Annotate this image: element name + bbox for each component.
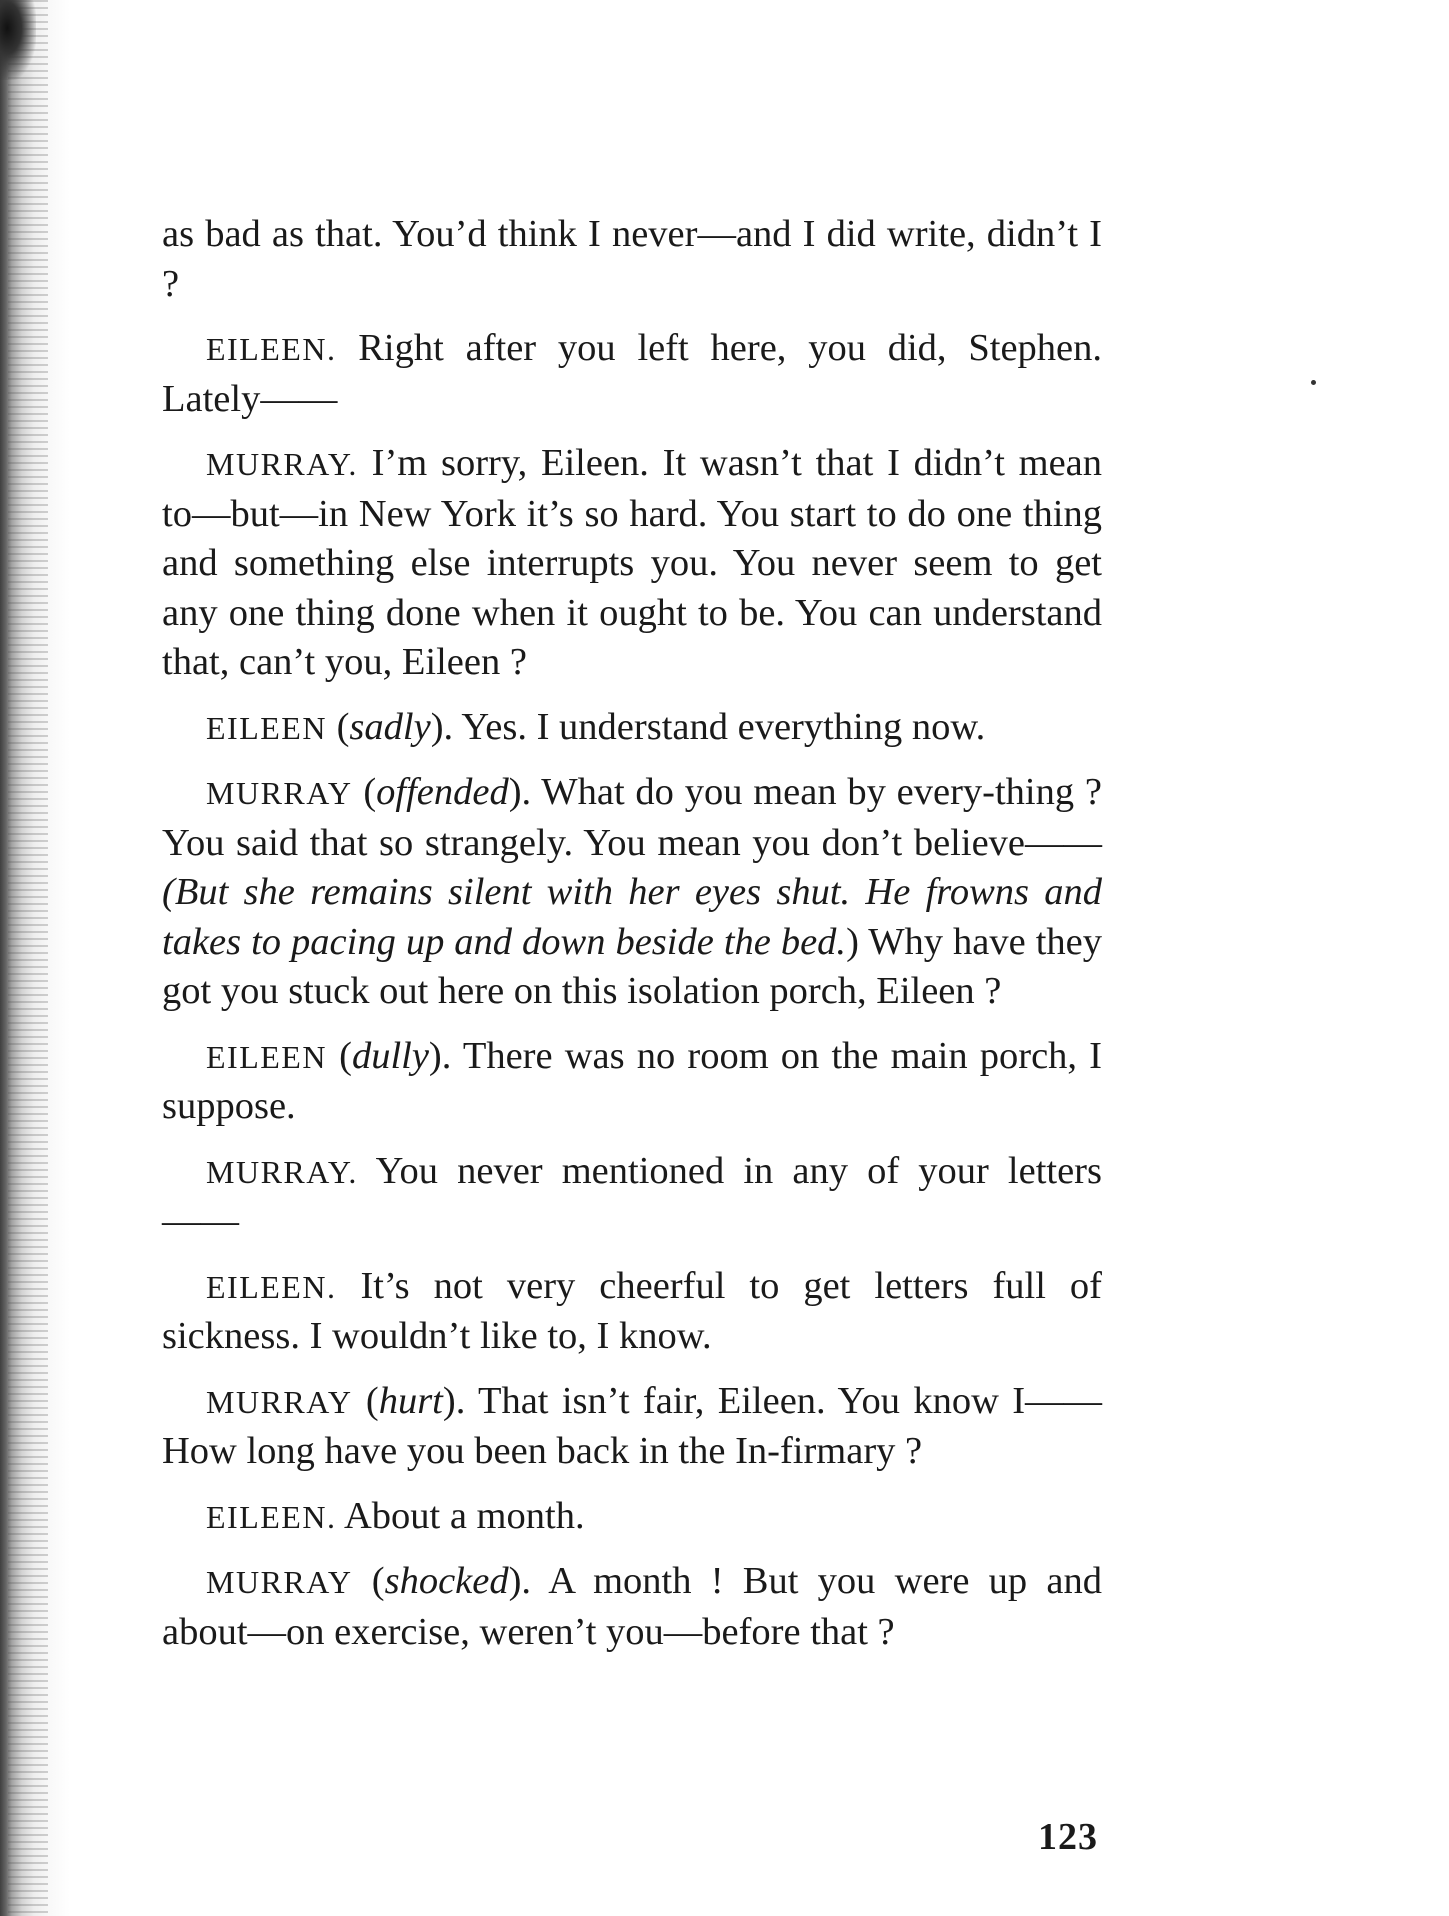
speaker-name: MURRAY xyxy=(206,775,353,811)
speaker-name: EILEEN xyxy=(206,709,327,746)
paragraph-text: Right after you left here, you did, Stephen. Lately—— xyxy=(162,327,1103,420)
close-paren: ) xyxy=(846,920,859,963)
speaker-name: EILEEN. xyxy=(206,331,337,367)
paragraph-text: I’m sorry, Eileen. It wasn’t that I didn’t mean to—but—in New York it’s so hard. You start to do one thing and something else interrupts you. You never seem to get any one thing done when it ought to be. You can understand that, can’t you, Eileen ? xyxy=(162,442,1103,683)
close-paren: ). xyxy=(508,1560,532,1602)
paragraph-speech xyxy=(162,439,1102,688)
paragraph-speech xyxy=(162,1032,1102,1132)
page-text xyxy=(162,210,1102,1672)
stage-direction: sadly xyxy=(349,705,431,748)
close-paren: ). xyxy=(442,1379,466,1422)
paragraph-text: A month ! But you were up and about—on exercise, weren’t you—before that ? xyxy=(162,1560,1102,1653)
scan-corner-mark xyxy=(0,0,36,80)
open-paren: ( xyxy=(371,1560,385,1602)
paragraph-speech xyxy=(162,768,1102,1017)
paragraph-text: That isn’t fair, Eileen. You know I—— How long have you been back in the In-firmary ? xyxy=(162,1379,1103,1472)
paragraph-speech xyxy=(162,1557,1102,1657)
speaker-name: MURRAY. xyxy=(206,446,358,482)
speaker-name: MURRAY xyxy=(206,1383,353,1420)
paragraph-speech xyxy=(162,703,1102,754)
speaker-name: MURRAY. xyxy=(206,1153,358,1190)
paragraph-text: Yes. I understand everything now. xyxy=(461,705,986,748)
scan-dust-dot xyxy=(1311,380,1316,385)
page-number: 123 xyxy=(1038,1816,1098,1858)
paragraph-speech xyxy=(162,1492,1102,1543)
open-paren: ( xyxy=(363,771,377,813)
speaker-name: MURRAY xyxy=(206,1564,353,1600)
stage-direction: offended xyxy=(376,771,509,813)
paragraph-speech xyxy=(162,324,1102,424)
paragraph-text: What do you mean by every-thing ? You said that so strangely. You mean you don’t believe—— xyxy=(162,771,1102,864)
speaker-name: EILEEN. xyxy=(206,1268,337,1305)
open-paren: ( xyxy=(365,1379,379,1422)
stage-direction-block: (But she remains silent with her eyes shut. He frowns and takes to pacing up and down beside the bed. xyxy=(162,871,1102,963)
paragraph-text: About a month. xyxy=(343,1494,585,1537)
close-paren: ). xyxy=(428,1034,452,1077)
open-paren: ( xyxy=(336,705,350,748)
close-paren: ). xyxy=(430,705,454,748)
stage-direction: shocked xyxy=(384,1560,509,1602)
speaker-name: EILEEN. xyxy=(206,1498,337,1535)
paragraph-text: It’s not very cheerful to get letters full of sickness. I wouldn’t like to, I know. xyxy=(162,1264,1103,1357)
paragraph-text: Why have they got you stuck out here on this isolation porch, Eileen ? xyxy=(162,920,1102,1012)
scan-speckle xyxy=(8,0,48,1916)
paragraph-speech xyxy=(162,1262,1102,1362)
paragraph-continuation xyxy=(162,210,1102,309)
paragraph-speech xyxy=(162,1147,1102,1247)
speaker-name: EILEEN xyxy=(206,1038,327,1075)
open-paren: ( xyxy=(339,1034,352,1077)
stage-direction: dully xyxy=(351,1034,429,1077)
stage-direction: hurt xyxy=(378,1379,443,1422)
close-paren: ). xyxy=(508,771,532,813)
paragraph-text: There was no room on the main porch, I suppose. xyxy=(162,1034,1103,1127)
paragraph-speech xyxy=(162,1377,1102,1477)
paragraph-text: as bad as that. You’d think I never—and I did write, didn’t I ? xyxy=(162,213,1102,305)
paragraph-text: You never mentioned in any of your letters—— xyxy=(162,1149,1102,1242)
